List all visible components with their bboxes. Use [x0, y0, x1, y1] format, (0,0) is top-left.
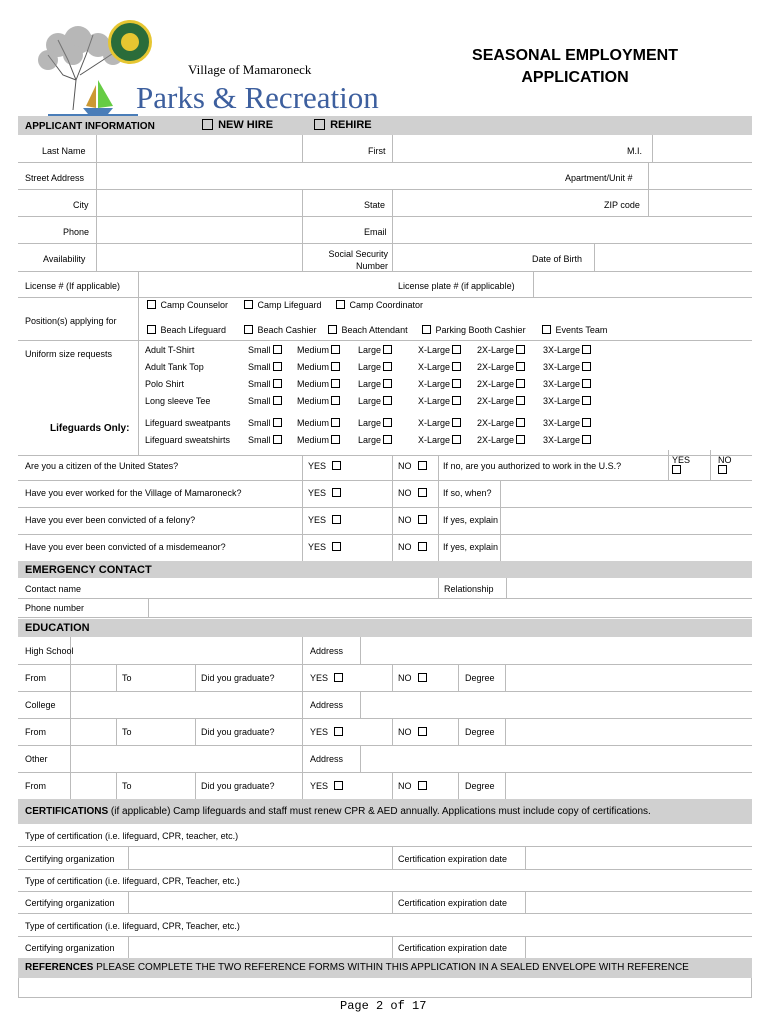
size-checkbox[interactable]	[273, 345, 282, 354]
size-label: 3X-Large	[543, 345, 581, 355]
size-label: 2X-Large	[477, 379, 515, 389]
zip-label: ZIP code	[604, 200, 640, 210]
yes-checkbox[interactable]	[332, 488, 341, 497]
size-label: 2X-Large	[477, 345, 515, 355]
size-label: Small	[248, 362, 271, 372]
logo	[18, 20, 388, 120]
size-checkbox[interactable]	[383, 379, 392, 388]
size-label: Small	[248, 418, 271, 428]
graduate-yes-checkbox[interactable]	[334, 781, 343, 790]
state-label: State	[364, 200, 386, 210]
city-label: City	[73, 200, 89, 210]
size-checkbox[interactable]	[582, 435, 591, 444]
yes-label: YES	[308, 515, 327, 525]
yes-label: YES	[308, 542, 327, 552]
size-label: Large	[358, 396, 382, 406]
references-section-title: REFERENCES	[25, 962, 94, 973]
contact-name-label: Contact name	[25, 584, 82, 594]
size-checkbox[interactable]	[331, 418, 340, 427]
size-checkbox[interactable]	[331, 362, 340, 371]
beach-lifeguard-checkbox[interactable]	[147, 325, 156, 334]
size-label: 3X-Large	[543, 435, 581, 445]
cert-exp-3-label: Certification expiration date	[398, 943, 508, 953]
misdemeanor-question: Have you ever been convicted of a misdemeanor?	[25, 542, 226, 552]
degree-label: Degree	[465, 727, 495, 737]
size-checkbox[interactable]	[383, 396, 392, 405]
authorized-no-label: NO	[718, 455, 732, 465]
email-label: Email	[364, 227, 387, 237]
size-checkbox[interactable]	[452, 379, 461, 388]
first-label: First	[368, 146, 386, 156]
beach-attendant-checkbox[interactable]	[328, 325, 337, 334]
from-label: From	[25, 727, 46, 737]
no-checkbox[interactable]	[418, 515, 427, 524]
new-hire-checkbox[interactable]	[202, 119, 213, 130]
size-checkbox[interactable]	[582, 418, 591, 427]
size-label: 3X-Large	[543, 362, 581, 372]
college-label: College	[25, 700, 56, 710]
size-checkbox[interactable]	[516, 418, 525, 427]
cert-exp-1-label: Certification expiration date	[398, 854, 508, 864]
size-checkbox[interactable]	[273, 435, 282, 444]
size-label: X-Large	[418, 396, 451, 406]
certifications-section-title: CERTIFICATIONS	[25, 806, 109, 817]
apartment-label: Apartment/Unit #	[565, 173, 633, 183]
graduate-yes-checkbox[interactable]	[334, 727, 343, 736]
authorized-yes-checkbox[interactable]	[672, 465, 681, 474]
citizen-question: Are you a citizen of the United States?	[25, 461, 179, 471]
position-label: Position(s) applying for	[25, 316, 117, 326]
graduate-no-checkbox[interactable]	[418, 727, 427, 736]
no-label: NO	[398, 515, 412, 525]
no-checkbox[interactable]	[418, 542, 427, 551]
size-checkbox[interactable]	[383, 345, 392, 354]
size-label: Medium	[297, 362, 330, 372]
other-label: Other	[25, 754, 48, 764]
size-label: Medium	[297, 435, 330, 445]
size-checkbox[interactable]	[331, 345, 340, 354]
no-label: NO	[398, 727, 412, 737]
uniform-item-label: Long sleeve Tee	[145, 396, 211, 406]
size-checkbox[interactable]	[582, 379, 591, 388]
new-hire-label: NEW HIRE	[218, 119, 274, 131]
size-checkbox[interactable]	[516, 362, 525, 371]
size-checkbox[interactable]	[452, 435, 461, 444]
no-label: NO	[398, 781, 412, 791]
cert-org-2-label: Certifying organization	[25, 898, 115, 908]
size-checkbox[interactable]	[273, 379, 282, 388]
graduate-no-checkbox[interactable]	[418, 673, 427, 682]
references-note: PLEASE COMPLETE THE TWO REFERENCE FORMS WITHIN THIS APPLICATION IN A SEALED ENVELOPE WITH REFERENCE	[93, 962, 689, 973]
graduate-label: Did you graduate?	[201, 781, 275, 791]
parking-booth-checkbox[interactable]	[422, 325, 431, 334]
size-label: 2X-Large	[477, 435, 515, 445]
no-checkbox[interactable]	[418, 488, 427, 497]
size-checkbox[interactable]	[383, 435, 392, 444]
phone-label: Phone	[63, 227, 90, 237]
size-label: X-Large	[418, 379, 451, 389]
cert-exp-2-label: Certification expiration date	[398, 898, 508, 908]
yes-checkbox[interactable]	[332, 542, 341, 551]
size-label: Large	[358, 379, 382, 389]
size-label: 2X-Large	[477, 418, 515, 428]
rehire-label: REHIRE	[330, 119, 372, 131]
size-label: Large	[358, 418, 382, 428]
to-label: To	[122, 727, 132, 737]
size-label: Small	[248, 396, 271, 406]
emergency-phone-label: Phone number	[25, 603, 85, 613]
size-checkbox[interactable]	[516, 435, 525, 444]
village-seal	[108, 20, 152, 64]
size-checkbox[interactable]	[331, 379, 340, 388]
rehire-checkbox[interactable]	[314, 119, 325, 130]
size-checkbox[interactable]	[582, 345, 591, 354]
village-name: Village of Mamaroneck	[188, 62, 312, 77]
plate-label: License plate # (if applicable)	[398, 281, 515, 291]
size-label: 2X-Large	[477, 396, 515, 406]
size-checkbox[interactable]	[516, 396, 525, 405]
authorized-no-checkbox[interactable]	[718, 465, 727, 474]
worked-question: Have you ever worked for the Village of Mamaroneck?	[25, 488, 242, 498]
yes-label: YES	[308, 488, 327, 498]
no-label: NO	[398, 461, 412, 471]
size-label: 3X-Large	[543, 379, 581, 389]
yes-label: YES	[308, 461, 327, 471]
license-label: License # (If applicable)	[25, 281, 121, 291]
size-checkbox[interactable]	[383, 362, 392, 371]
camp-lifeguard-checkbox[interactable]	[244, 300, 253, 309]
events-team-checkbox[interactable]	[542, 325, 551, 334]
when-label: If so, when?	[443, 488, 492, 498]
address-label: Address	[310, 700, 344, 710]
availability-label: Availability	[43, 254, 86, 264]
yes-label: YES	[310, 673, 329, 683]
beach-cashier-checkbox[interactable]	[244, 325, 253, 334]
size-label: Large	[358, 435, 382, 445]
no-checkbox[interactable]	[418, 461, 427, 470]
yes-checkbox[interactable]	[332, 515, 341, 524]
certifications-note: (if applicable) Camp lifeguards and staff must renew CPR & AED annually. Applications must include copy of certifications.	[108, 806, 651, 817]
page-title: SEASONAL EMPLOYMENT APPLICATION	[472, 47, 678, 86]
address-label: Address	[310, 754, 344, 764]
size-checkbox[interactable]	[331, 435, 340, 444]
no-label: NO	[398, 488, 412, 498]
cert-type-1-label: Type of certification (i.e. lifeguard, CPR, teacher, etc.)	[25, 831, 239, 841]
to-label: To	[122, 781, 132, 791]
camp-coordinator-checkbox[interactable]	[336, 300, 345, 309]
size-label: 2X-Large	[477, 362, 515, 372]
cert-type-3-label: Type of certification (i.e. lifeguard, CPR, Teacher, etc.)	[25, 921, 240, 931]
cert-org-3-label: Certifying organization	[25, 943, 115, 953]
degree-label: Degree	[465, 673, 495, 683]
address-label: Address	[310, 646, 344, 656]
authorized-yes-label: YES	[672, 455, 691, 465]
no-label: NO	[398, 673, 412, 683]
size-label: X-Large	[418, 362, 451, 372]
size-checkbox[interactable]	[383, 418, 392, 427]
education-section-title: EDUCATION	[25, 622, 90, 634]
authorized-question: If no, are you authorized to work in the U.S.?	[443, 461, 622, 471]
page-number: Page 2 of 17	[340, 999, 427, 1013]
from-label: From	[25, 673, 46, 683]
size-label: 3X-Large	[543, 396, 581, 406]
applicant-section-title: APPLICANT INFORMATION	[25, 121, 155, 132]
size-checkbox[interactable]	[582, 396, 591, 405]
camp-counselor-checkbox[interactable]	[147, 300, 156, 309]
size-checkbox[interactable]	[582, 362, 591, 371]
uniform-label: Uniform size requests	[25, 349, 113, 359]
size-label: Small	[248, 435, 271, 445]
size-label: Small	[248, 379, 271, 389]
lifeguards-only-label: Lifeguards Only:	[50, 423, 130, 434]
size-label: Large	[358, 362, 382, 372]
size-label: X-Large	[418, 435, 451, 445]
felony-question: Have you ever been convicted of a felony?	[25, 515, 196, 525]
emergency-section-title: EMERGENCY CONTACT	[25, 564, 152, 576]
graduate-yes-checkbox[interactable]	[334, 673, 343, 682]
size-label: X-Large	[418, 345, 451, 355]
dob-label: Date of Birth	[532, 254, 583, 264]
size-checkbox[interactable]	[516, 345, 525, 354]
size-checkbox[interactable]	[452, 418, 461, 427]
explain-felony-label: If yes, explain	[443, 515, 499, 525]
size-label: 3X-Large	[543, 418, 581, 428]
degree-label: Degree	[465, 781, 495, 791]
graduate-label: Did you graduate?	[201, 727, 275, 737]
uniform-item-label: Lifeguard sweatpants	[145, 418, 231, 428]
mi-label: M.I.	[627, 146, 642, 156]
size-checkbox[interactable]	[273, 418, 282, 427]
high-school-label: High School	[25, 646, 74, 656]
uniform-item-label: Adult Tank Top	[145, 362, 204, 372]
size-checkbox[interactable]	[331, 396, 340, 405]
size-label: Large	[358, 345, 382, 355]
uniform-item-label: Lifeguard sweatshirts	[145, 435, 231, 445]
size-label: Medium	[297, 379, 330, 389]
size-checkbox[interactable]	[273, 362, 282, 371]
graduate-no-checkbox[interactable]	[418, 781, 427, 790]
graduate-label: Did you graduate?	[201, 673, 275, 683]
no-label: NO	[398, 542, 412, 552]
size-label: Medium	[297, 418, 330, 428]
size-checkbox[interactable]	[273, 396, 282, 405]
street-address-label: Street Address	[25, 173, 85, 183]
last-name-label: Last Name	[42, 146, 86, 156]
from-label: From	[25, 781, 46, 791]
yes-label: YES	[310, 727, 329, 737]
cert-type-2-label: Type of certification (i.e. lifeguard, CPR, Teacher, etc.)	[25, 876, 240, 886]
size-checkbox[interactable]	[452, 362, 461, 371]
yes-label: YES	[310, 781, 329, 791]
uniform-item-label: Adult T-Shirt	[145, 345, 195, 355]
size-checkbox[interactable]	[516, 379, 525, 388]
ssn-label: Social Security	[328, 249, 388, 259]
size-label: Small	[248, 345, 271, 355]
explain-misdemeanor-label: If yes, explain	[443, 542, 499, 552]
size-label: Medium	[297, 396, 330, 406]
uniform-item-label: Polo Shirt	[145, 379, 185, 389]
cert-org-1-label: Certifying organization	[25, 854, 115, 864]
parks-recreation-title: Parks & Recreation	[136, 80, 379, 115]
size-checkbox[interactable]	[452, 396, 461, 405]
yes-checkbox[interactable]	[332, 461, 341, 470]
size-checkbox[interactable]	[452, 345, 461, 354]
size-label: X-Large	[418, 418, 451, 428]
relationship-label: Relationship	[444, 584, 494, 594]
size-label: Medium	[297, 345, 330, 355]
to-label: To	[122, 673, 132, 683]
